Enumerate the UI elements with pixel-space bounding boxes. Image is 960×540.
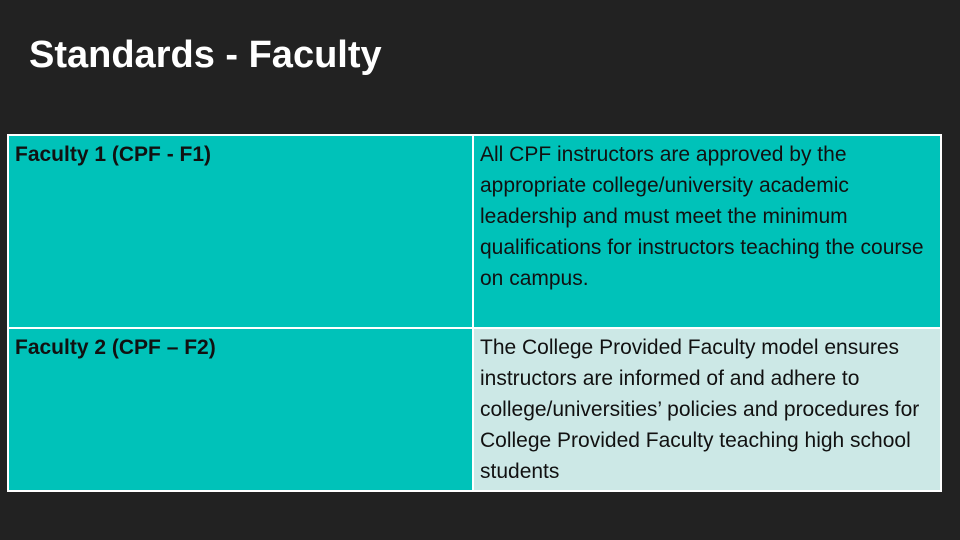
table-row: [8, 135, 941, 328]
standard-name-cell: Faculty 1 (CPF - F1): [8, 135, 473, 328]
standard-description-cell: The College Provided Faculty model ensures instructors are informed of and adhere to college/universities’ policies and procedures for College Provided Faculty teaching high school students: [473, 328, 941, 491]
table-row: [8, 328, 941, 491]
standard-name-cell: Faculty 2 (CPF – F2): [8, 328, 473, 491]
standard-description-cell: All CPF instructors are approved by the appropriate college/university academic leadership and must meet the minimum qualifications for instructors teaching the course on campus.: [473, 135, 941, 328]
slide-title: Standards - Faculty: [29, 34, 382, 76]
standards-table: [7, 134, 942, 492]
